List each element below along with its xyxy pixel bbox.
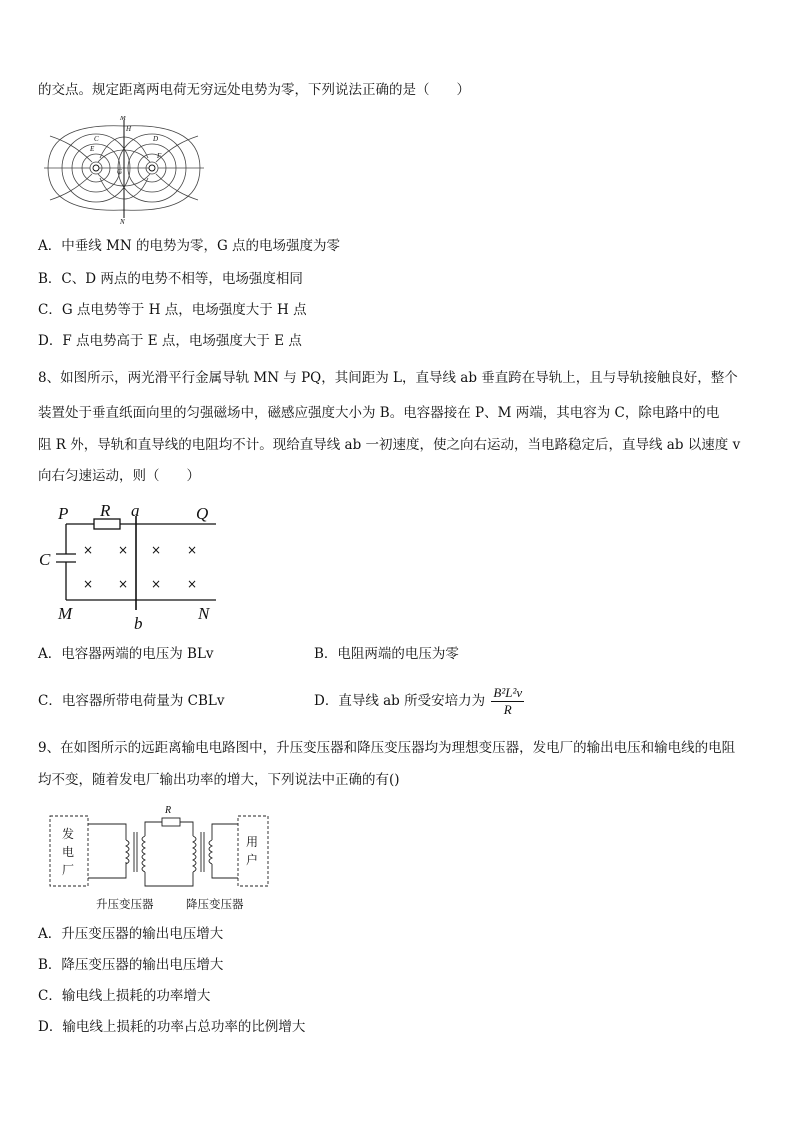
label-Q: Q (196, 504, 209, 523)
field-cross: × (83, 543, 94, 557)
q9-option-d: D．输电线上损耗的功率占总功率的比例增大 (38, 1019, 306, 1035)
step-down-label: 降压变压器 (186, 897, 244, 911)
label-F: F (157, 152, 162, 160)
label-N: N (198, 604, 210, 623)
label-E: E (90, 145, 95, 153)
q8-option-d-prefix: D．直导线 ab 所受安培力为 (314, 693, 486, 709)
user-char-2: 户 (246, 853, 259, 867)
q7-option-a: A．中垂线 MN 的电势为零，G 点的电场强度为零 (38, 238, 341, 254)
label-C: C (94, 135, 99, 143)
q8-stem-line2: 装置处于垂直纸面向里的匀强磁场中，磁感应强度大小为 B。电容器接在 P、M 两端，其电容为 C，除电路中的电 (38, 405, 720, 421)
field-cross: × (151, 543, 162, 557)
label-P: P (58, 504, 69, 523)
q8-option-a: A．电容器两端的电压为 BLv (38, 646, 214, 662)
resistor-label: R (165, 805, 172, 816)
q9-stem-line2: 均不变，随着发电厂输出功率的增大，下列说法中正确的有() (38, 772, 400, 788)
transmission-circuit-figure (44, 800, 280, 916)
plant-char-3: 厂 (62, 863, 75, 877)
label-M: M (58, 604, 73, 623)
q9-option-c: C．输电线上损耗的功率增大 (38, 988, 211, 1004)
q8-stem-line3: 阻 R 外，导轨和直导线的电阻均不计。现给直导线 ab 一初速度，使之向右运动，当电路稳定后，直导线 ab 以速度 v (38, 437, 741, 453)
q7-option-d: D．F 点电势高于 E 点，电场强度大于 E 点 (38, 333, 302, 349)
field-cross: × (118, 543, 129, 557)
label-b: b (134, 614, 143, 632)
plant-char-1: 发 (62, 827, 75, 841)
q7-option-c: C．G 点电势等于 H 点，电场强度大于 H 点 (38, 302, 307, 318)
fraction-denominator: R (503, 702, 512, 717)
field-cross: × (83, 577, 94, 591)
field-cross: × (151, 577, 162, 591)
label-D: D (153, 135, 159, 143)
q8-stem-line1: 8、如图所示，两光滑平行金属导轨 MN 与 PQ，其间距为 L，直导线 ab 垂直跨在导轨上，且与导轨接触良好，整个 (38, 370, 738, 386)
q9-option-a: A．升压变压器的输出电压增大 (38, 926, 224, 942)
label-N: N (120, 218, 125, 224)
q9-option-b: B．降压变压器的输出电压增大 (38, 957, 224, 973)
q8-stem-line4: 向右匀速运动，则（ ） (38, 468, 200, 484)
label-G: G (117, 168, 123, 176)
label-H: H (126, 125, 132, 133)
question-7-stem-tail: 的交点。规定距离两电荷无穷远处电势为零，下列说法正确的是（ ） (38, 82, 470, 98)
fraction-numerator: B²L²v (493, 685, 523, 700)
label-M: M (120, 116, 126, 122)
q9-stem-line1: 9、在如图所示的远距离输电电路图中，升压变压器和降压变压器均为理想变压器，发电厂的输出电压和输电线的电阻 (38, 740, 736, 756)
q7-option-b: B．C、D 两点的电势不相等，电场强度相同 (38, 271, 303, 287)
q8-option-d-fraction (491, 685, 524, 718)
field-cross: × (118, 577, 129, 591)
field-cross: × (187, 577, 198, 591)
user-char-1: 用 (246, 835, 259, 849)
q8-option-b: B．电阻两端的电压为零 (314, 646, 459, 662)
field-cross: × (187, 543, 198, 557)
label-a: a (131, 502, 140, 520)
q8-option-d (314, 680, 524, 722)
plant-char-2: 电 (62, 845, 75, 859)
rail-circuit-figure (38, 502, 228, 632)
q8-option-c: C．电容器所带电荷量为 CBLv (38, 693, 225, 709)
field-lines-figure (40, 116, 208, 224)
label-R: R (100, 502, 111, 520)
step-up-label: 升压变压器 (96, 897, 154, 911)
label-C: C (39, 550, 51, 569)
